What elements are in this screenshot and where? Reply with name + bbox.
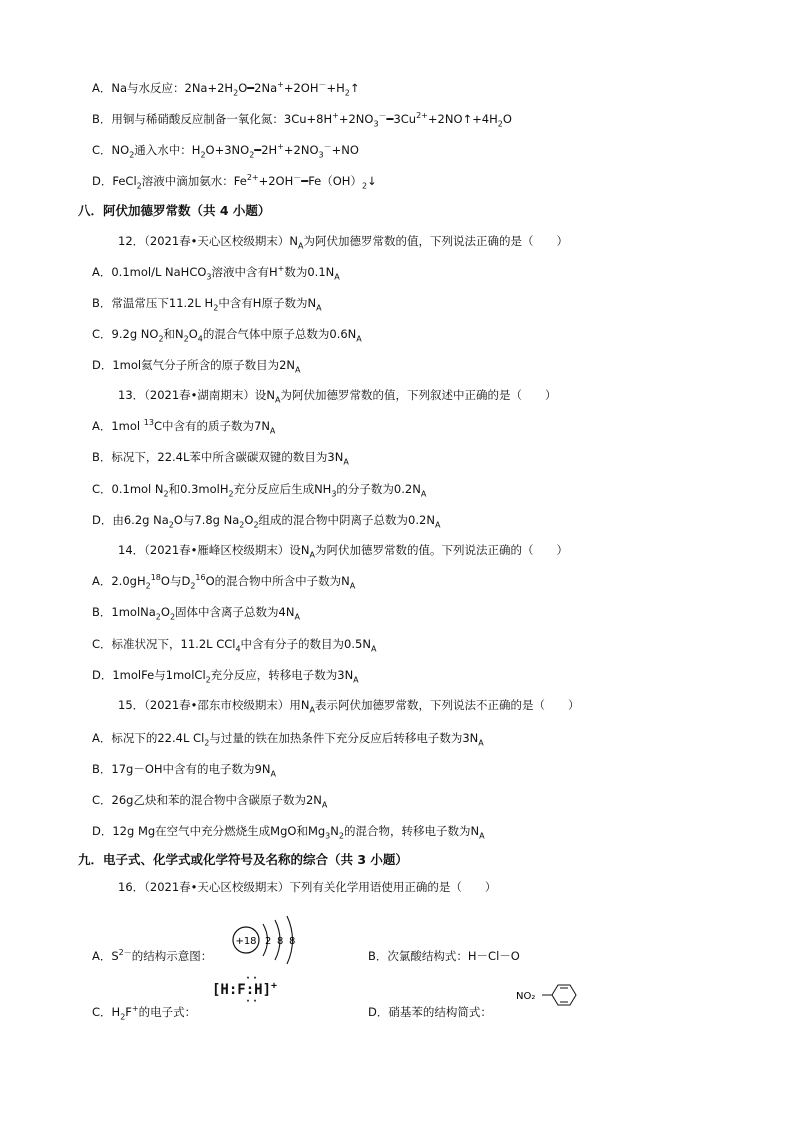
shell-electrons-3: 8 [289, 936, 296, 947]
electron-formula-charge: + [271, 980, 278, 992]
question-12-option-d: D．1mol氦气分子所含的原子数目为$2N_A$ [92, 358, 301, 375]
question-14-option-d: D．1molFe与1molCl$_2$充分反应，转移电子数为$3N_A$ [92, 668, 359, 685]
question-13-option-d: D．由6.2g $Na_2O$与7.8g $Na_2O_2$组成的混合物中阴离子总数为$0.2N_A$ [92, 513, 441, 530]
question-15-option-d: D．12g Mg在空气中充分燃烧生成MgO和$Mg_3N_2$的混合物，转移电子数为$N_A$ [92, 824, 485, 841]
option-b-copper-nitric: B．用铜与稀硝酸反应制备一氧化氮：$3Cu+8H^++2NO_3^-━3Cu^{2+}+2NO↑+4H_2O$ [92, 111, 512, 129]
question-16-stem: 16．（2021春•天心区校级期末）下列有关化学用语使用正确的是（ ） [118, 880, 497, 894]
question-16-option-a: A．$S^{2-}$的结构示意图： [92, 948, 213, 963]
section-8-title: 八．阿伏加德罗常数（共 4 小题） [78, 203, 271, 218]
question-12-option-a: A．0.1mol/L NaHCO$_3$溶液中含有H+数为$0.1N_A$ [92, 264, 340, 282]
question-15-option-b: B．17g－OH中含有的电子数为$9N_A$ [92, 762, 276, 779]
electron-formula-text: [H:F:H] [212, 982, 272, 998]
question-12-option-c: C．9.2g $NO_2$和$N_2O_4$的混合气体中原子总数为$0.6N_A$ [92, 327, 362, 344]
shell-electrons-2: 8 [277, 936, 284, 947]
question-12-option-b: B．常温常压下11.2L $H_2$中含有H原子数为$N_A$ [92, 296, 322, 313]
nucleus-charge: +18 [235, 936, 257, 947]
question-13-option-b: B．标况下，22.4L苯中所含碳碳双键的数目为$3N_A$ [92, 450, 349, 467]
question-14-option-a: A．$2.0gH_2^{18}O$与$D_2^{16}O$的混合物中所含中子数为$N_A$ [92, 573, 356, 591]
lone-pair-bottom: ·· [245, 996, 260, 1007]
lone-pair-top: ·· [245, 973, 260, 984]
h2f-electron-formula [212, 973, 278, 1007]
question-15-option-a: A．标况下的22.4L $Cl_2$与过量的铁在加热条件下充分反应后转移电子数为$3N_A$ [92, 731, 484, 748]
nitrobenzene-structure [516, 981, 586, 1011]
option-d-fecl2-ammonia: D．FeCl$_2$溶液中滴加氨水：$Fe^{2+}+2OH^-━Fe(OH)_2↓$ [92, 173, 377, 191]
question-15-option-c: C．26g乙炔和苯的混合物中含碳原子数为$2N_A$ [92, 793, 328, 810]
s2-ion-structure-diagram [228, 910, 308, 966]
section-9-title: 九．电子式、化学式或化学符号及名称的综合（共 3 小题） [78, 852, 408, 867]
option-a-na-water: A．Na与水反应：$2Na+2H_2O━2Na^++2OH^-+H_2↑$ [92, 80, 360, 98]
option-c-no2-water: C．$NO_2$通入水中：$H_2O+3NO_2━2H^++2NO_3^-+NO$ [92, 142, 359, 160]
question-16-option-d: D．硝基苯的结构简式： [368, 1005, 492, 1019]
question-13-option-a: A．1mol $^{13}$C中含有的质子数为$7N_A$ [92, 418, 276, 436]
shell-electrons-1: 2 [265, 936, 272, 947]
question-13-option-c: C．0.1mol $N_2$和0.3molH$_2$充分反应后生成$NH_3$的分子数为$0.2N_A$ [92, 482, 427, 499]
question-14-option-b: B．$1molNa_2O_2$固体中含离子总数为$4N_A$ [92, 605, 300, 622]
question-14-stem: 14．（2021春•雁峰区校级期末）设$N_A$为阿伏加德罗常数的值。下列说法正确的（ ） [118, 543, 569, 560]
question-14-option-c: C．标准状况下，11.2L CCl$_4$中含有分子的数目为$0.5N_A$ [92, 637, 377, 654]
question-12-stem: 12．（2021春•天心区校级期末）$N_A$为阿伏加德罗常数的值，下列说法正确的是（ ） [118, 234, 569, 251]
question-16-option-c: C．$H_2F^+$的电子式： [92, 1004, 197, 1022]
question-13-stem: 13．（2021春•湖南期末）设$N_A$为阿伏加德罗常数的值，下列叙述中正确的是（ ） [118, 388, 557, 405]
question-16-option-b: B．次氯酸结构式：H－Cl－O [368, 949, 520, 963]
nitro-group-label: NO₂ [516, 991, 536, 1002]
question-15-stem: 15．（2021春•邵东市校级期末）用$N_A$表示阿伏加德罗常数，下列说法不正确的是（ ） [118, 698, 580, 715]
